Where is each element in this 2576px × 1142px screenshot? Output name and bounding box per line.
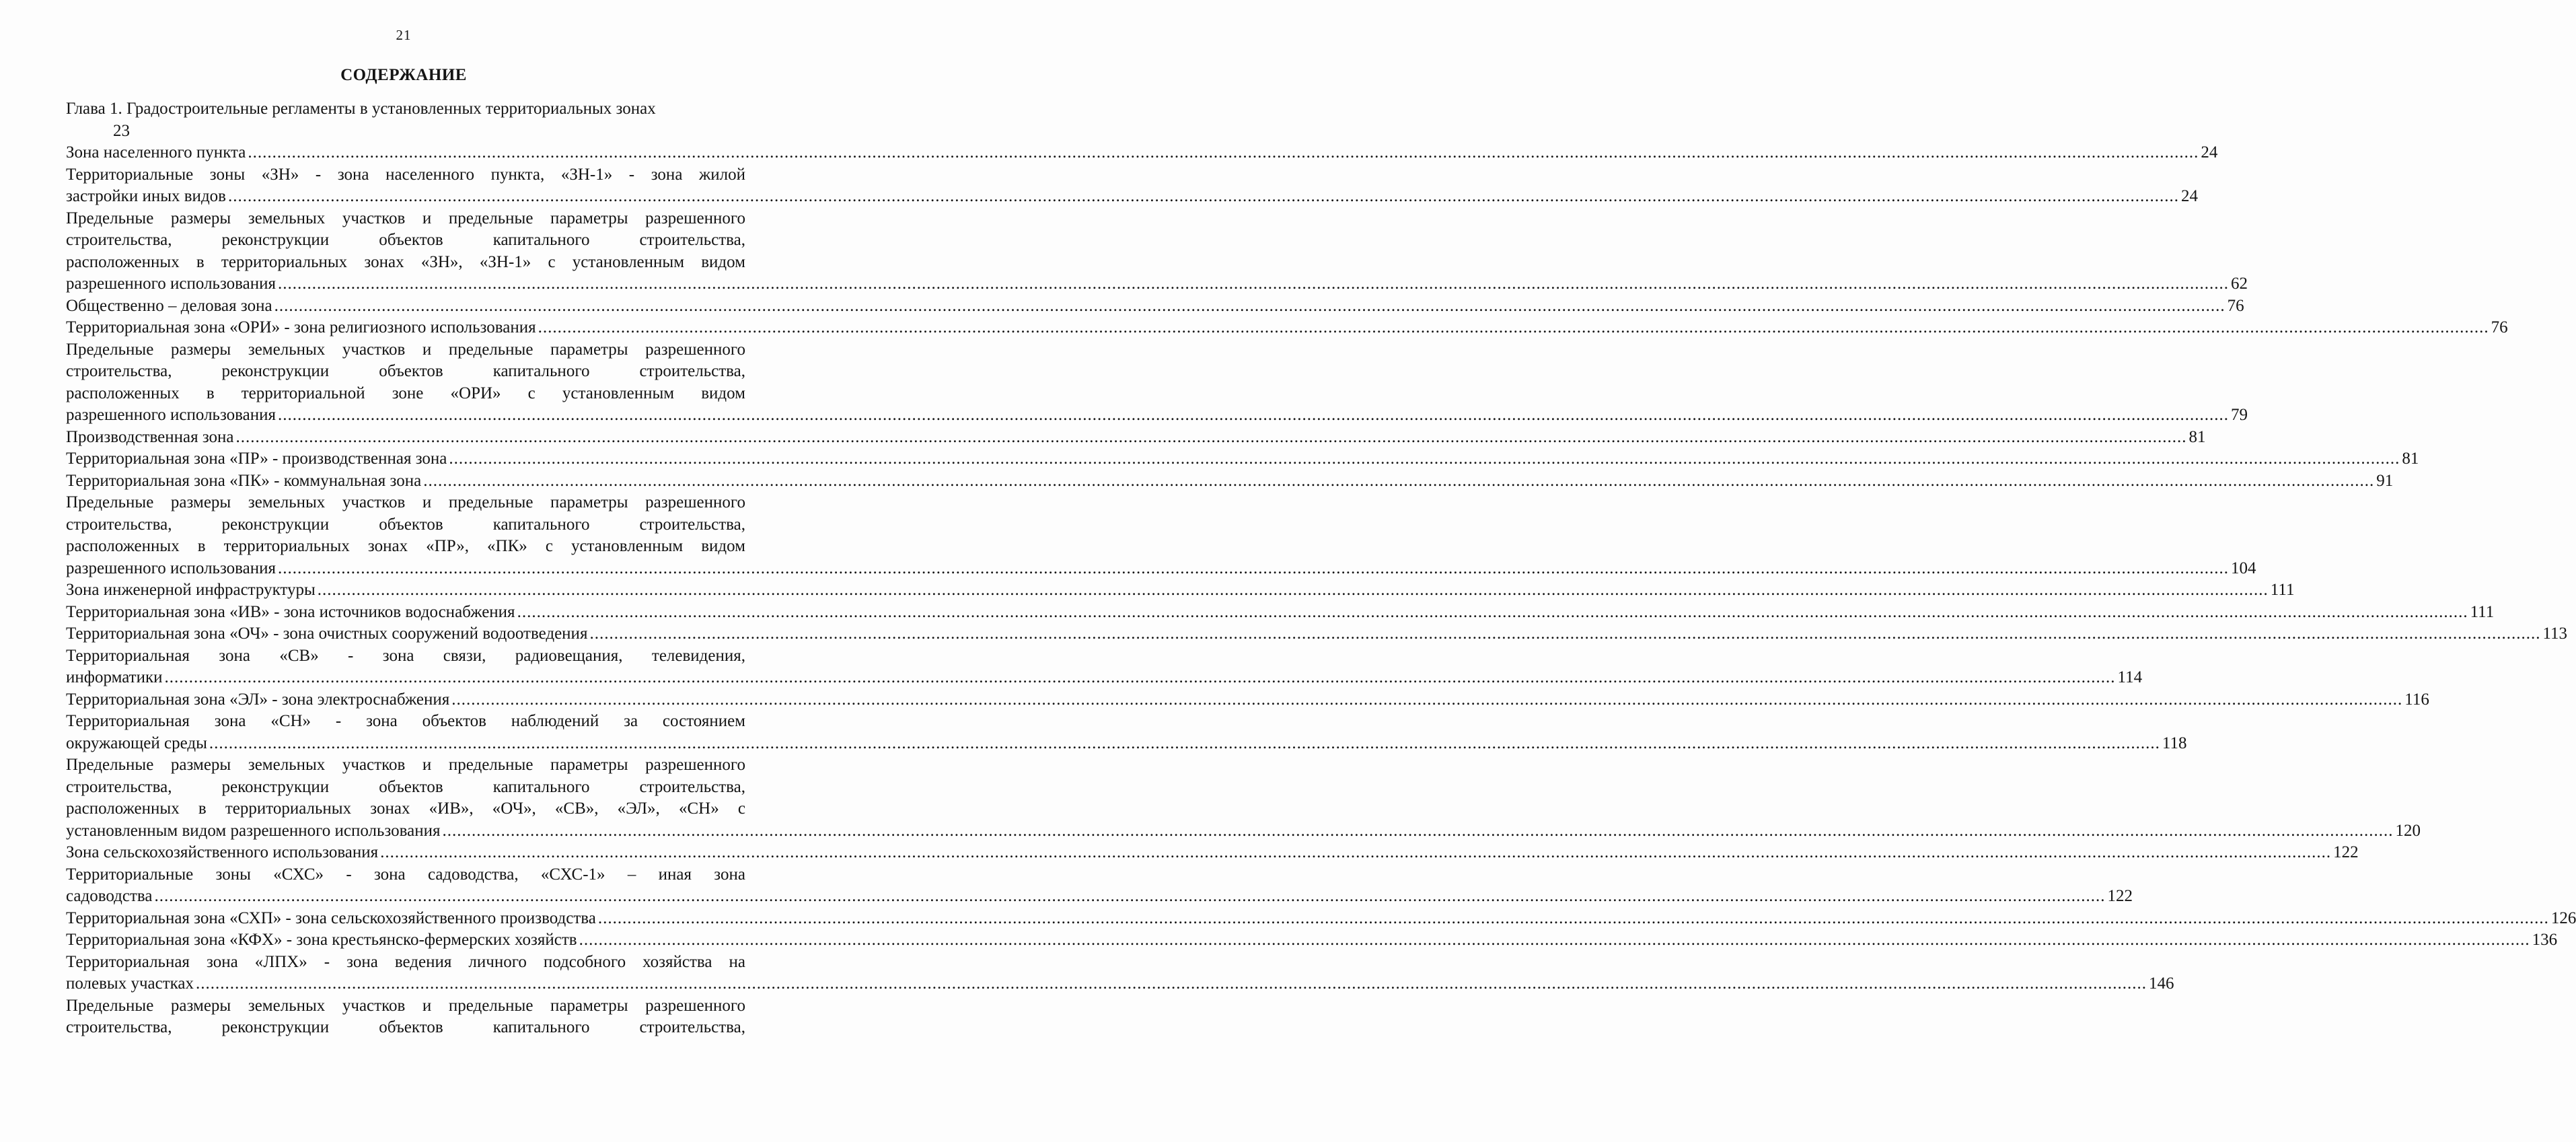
toc-entry-line: строительства, реконструкции объектов капитального строительства, xyxy=(66,515,745,534)
toc-entry-title: Территориальная зона «ИВ» - зона источников водоснабжения xyxy=(66,602,515,621)
toc-entry-line: строительства, реконструкции объектов капитального строительства, xyxy=(66,777,745,796)
toc-entry xyxy=(66,645,2143,689)
toc-entry-page: 76 xyxy=(2491,318,2508,336)
toc-entry-line: строительства, реконструкции объектов капитального строительства, xyxy=(66,362,745,380)
toc-entry-line: Территориальная зона «СН» - зона объектов наблюдений за состоянием xyxy=(66,712,745,730)
toc-entry-page: 81 xyxy=(2188,427,2206,446)
toc-entry-line: Территориальная зона «ЛПХ» - зона ведения личного подсобного хозяйства на xyxy=(66,952,745,971)
toc-entry-page: 122 xyxy=(2333,843,2359,861)
toc-entry-page: 104 xyxy=(2231,559,2256,577)
toc-dot-leader: ................................................................................................................................................................................................................................................................................................................................................................................................................ xyxy=(278,559,2230,577)
toc-entry xyxy=(66,689,2429,711)
toc-entry xyxy=(66,864,2133,908)
document-title: СОДЕРЖАНИЕ xyxy=(340,66,467,84)
toc-entry xyxy=(66,317,2508,339)
toc-entry xyxy=(66,164,2198,208)
toc-entry-last-line xyxy=(66,427,2206,449)
toc-entry xyxy=(66,492,2256,579)
toc-entry-page: 120 xyxy=(2395,821,2421,840)
toc-dot-leader: ................................................................................................................................................................................................................................................................................................................................................................................................................ xyxy=(227,187,2179,205)
toc-dot-leader: ................................................................................................................................................................................................................................................................................................................................................................................................................ xyxy=(442,821,2394,840)
toc-entry-line: Предельные размеры земельных участков и предельные параметры разрешенного xyxy=(66,340,745,359)
toc-dot-leader: ................................................................................................................................................................................................................................................................................................................................................................................................................ xyxy=(538,318,2489,336)
toc-entry-page: 62 xyxy=(2231,275,2248,293)
toc-entry-page: 79 xyxy=(2231,406,2248,424)
toc-dot-leader: ................................................................................................................................................................................................................................................................................................................................................................................................................ xyxy=(423,471,2375,490)
toc-dot-leader: ................................................................................................................................................................................................................................................................................................................................................................................................................ xyxy=(209,734,2160,752)
toc-dot-leader: ................................................................................................................................................................................................................................................................................................................................................................................................................ xyxy=(380,843,2332,861)
toc-dot-leader: ................................................................................................................................................................................................................................................................................................................................................................................................................ xyxy=(278,275,2230,293)
toc-entry-title: Территориальная зона «СХП» - зона сельскохозяйственного производства xyxy=(66,908,596,927)
toc-entry xyxy=(66,623,2568,645)
toc-entry-title: Зона инженерной инфраструктуры xyxy=(66,581,316,599)
toc-entry-page: 136 xyxy=(2532,931,2558,949)
toc-entry-title: окружающей среды xyxy=(66,734,207,752)
toc-entry-page: 24 xyxy=(2180,187,2198,205)
toc-entry xyxy=(66,448,2419,470)
toc-entry-last-line xyxy=(66,886,2133,908)
toc-entry-last-line xyxy=(66,973,2174,995)
toc-dot-leader: ................................................................................................................................................................................................................................................................................................................................................................................................................ xyxy=(164,668,2116,686)
page-number: 21 xyxy=(396,27,412,43)
toc-entry xyxy=(66,602,2495,624)
toc-entry xyxy=(66,295,2244,318)
toc-entry-title: разрешенного использования xyxy=(66,406,277,424)
toc-entry-title: застройки иных видов xyxy=(66,187,226,205)
toc-entry-page: 114 xyxy=(2117,668,2143,686)
toc-entry-truncated xyxy=(66,995,745,1039)
toc-entry-last-line xyxy=(66,558,2256,580)
toc-dot-leader: ................................................................................................................................................................................................................................................................................................................................................................................................................ xyxy=(278,406,2230,424)
toc-dot-leader: ................................................................................................................................................................................................................................................................................................................................................................................................................ xyxy=(154,887,2106,905)
toc-entry-line: Предельные размеры земельных участков и предельные параметры разрешенного xyxy=(66,756,745,774)
toc-entry-line: расположенных в территориальных зонах «ЗН», «ЗН-1» с установленным видом xyxy=(66,252,745,271)
toc-dot-leader: ................................................................................................................................................................................................................................................................................................................................................................................................................ xyxy=(589,624,2541,643)
toc-entry-last-line xyxy=(66,404,2248,427)
toc-entry-page: 111 xyxy=(2270,581,2295,599)
toc-entry xyxy=(66,339,2248,427)
toc-entry xyxy=(66,208,2248,295)
toc-entry-page: 122 xyxy=(2107,887,2133,905)
toc-entry-last-line xyxy=(66,186,2198,208)
toc-entry-last-line xyxy=(66,733,2187,755)
toc-entry xyxy=(66,427,2206,449)
toc-dot-leader: ................................................................................................................................................................................................................................................................................................................................................................................................................ xyxy=(517,602,2468,621)
toc-dot-leader: ................................................................................................................................................................................................................................................................................................................................................................................................................ xyxy=(248,143,2199,162)
toc-entry-page: 81 xyxy=(2402,450,2419,468)
toc-entry-page: 118 xyxy=(2162,734,2187,752)
toc-entry-title: Территориальная зона «ОЧ» - зона очистных сооружений водоотведения xyxy=(66,624,588,643)
toc-dot-leader: ................................................................................................................................................................................................................................................................................................................................................................................................................ xyxy=(579,931,2530,949)
toc-entry-line: Территориальные зоны «ЗН» - зона населенного пункта, «ЗН-1» - зона жилой xyxy=(66,165,745,184)
toc-dot-leader: ................................................................................................................................................................................................................................................................................................................................................................................................................ xyxy=(235,427,2187,446)
toc-entry-line: Территориальные зоны «СХС» - зона садоводства, «СХС-1» – иная зона xyxy=(66,865,745,884)
toc-entry xyxy=(66,908,2576,930)
toc-entry-title: Территориальная зона «ПР» - производственная зона xyxy=(66,450,447,468)
toc-entry-last-line xyxy=(66,820,2421,843)
toc-entry-page: 113 xyxy=(2542,624,2568,643)
toc-entry-title: Территориальная зона «ПК» - коммунальная зона xyxy=(66,471,422,490)
toc-entry-title: разрешенного использования xyxy=(66,559,277,577)
toc-dot-leader: ................................................................................................................................................................................................................................................................................................................................................................................................................ xyxy=(449,450,2400,468)
toc-entry-title: разрешенного использования xyxy=(66,275,277,293)
toc-entry-line: расположенных в территориальных зонах «ИВ», «ОЧ», «СВ», «ЭЛ», «СН» с xyxy=(66,799,745,818)
toc-entry-page: 146 xyxy=(2149,974,2174,993)
toc-entry-page: 126 xyxy=(2550,908,2576,927)
toc-dot-leader: ................................................................................................................................................................................................................................................................................................................................................................................................................ xyxy=(317,581,2269,599)
toc-entry-title: Территориальная зона «ЭЛ» - зона электроснабжения xyxy=(66,690,450,709)
toc-entry-line: расположенных в территориальных зонах «ПР», «ПК» с установленным видом xyxy=(66,537,745,555)
toc-entry-title: информатики xyxy=(66,668,163,686)
toc-entry-page: 24 xyxy=(2201,143,2218,162)
toc-chapter-page: 23 xyxy=(113,121,130,140)
toc-entry-page: 91 xyxy=(2376,471,2394,490)
toc-entry-last-line xyxy=(66,273,2248,295)
toc-entry-last-line xyxy=(66,448,2419,470)
toc-entry-last-line xyxy=(66,470,2394,493)
toc-entry-title: установленным видом разрешенного использования xyxy=(66,821,441,840)
toc-entry xyxy=(66,470,2394,493)
toc-entry-line: строительства, реконструкции объектов капитального строительства, xyxy=(66,1018,745,1036)
toc-entry-last-line xyxy=(66,842,2359,864)
toc-chapter-entry xyxy=(66,98,745,142)
toc-entry xyxy=(66,142,2218,164)
toc-entry-line: Территориальная зона «СВ» - зона связи, радиовещания, телевидения, xyxy=(66,646,745,665)
toc-entry-line: Предельные размеры земельных участков и предельные параметры разрешенного xyxy=(66,493,745,511)
toc-entry xyxy=(66,842,2359,864)
toc-entry-title: Общественно – деловая зона xyxy=(66,296,272,315)
toc-chapter-text: Глава 1. Градостроительные регламенты в установленных территориальных зонах xyxy=(66,100,656,118)
toc-entry-title: полевых участках xyxy=(66,974,194,993)
toc-entry-line: расположенных в территориальной зоне «ОРИ» с установленным видом xyxy=(66,384,745,402)
toc-entry-line: Предельные размеры земельных участков и предельные параметры разрешенного xyxy=(66,996,745,1015)
toc-entry-title: Территориальная зона «КФХ» - зона крестьянско-фермерских хозяйств xyxy=(66,931,577,949)
toc-entry-last-line xyxy=(66,908,2576,930)
toc-entry xyxy=(66,579,2295,602)
toc-entry-title: Производственная зона xyxy=(66,427,234,446)
toc-entry-line: Предельные размеры земельных участков и предельные параметры разрешенного xyxy=(66,209,745,227)
toc-dot-leader: ................................................................................................................................................................................................................................................................................................................................................................................................................ xyxy=(196,974,2147,993)
toc-entry-last-line xyxy=(66,667,2143,689)
toc-entry-last-line xyxy=(66,295,2244,318)
toc-entry-last-line xyxy=(66,579,2295,602)
toc-dot-leader: ................................................................................................................................................................................................................................................................................................................................................................................................................ xyxy=(274,296,2225,315)
toc-dot-leader: ................................................................................................................................................................................................................................................................................................................................................................................................................ xyxy=(597,908,2549,927)
toc-entry xyxy=(66,929,2558,952)
toc-entry-last-line xyxy=(66,689,2429,711)
toc-entry xyxy=(66,711,2187,754)
toc-entry-line: строительства, реконструкции объектов капитального строительства, xyxy=(66,231,745,249)
toc-entry-last-line xyxy=(66,142,2218,164)
toc-entry-last-line xyxy=(66,602,2495,624)
toc-entry-last-line xyxy=(66,317,2508,339)
toc-entry xyxy=(66,952,2174,995)
toc-entry-page: 76 xyxy=(2227,296,2244,315)
toc-entry xyxy=(66,754,2421,842)
toc-entry-title: Зона населенного пункта xyxy=(66,143,246,162)
toc-entry-title: садоводства xyxy=(66,887,153,905)
table-of-contents xyxy=(66,98,2576,1039)
toc-entry-last-line xyxy=(66,929,2558,952)
toc-entry-page: 116 xyxy=(2404,690,2429,709)
toc-entry-page: 111 xyxy=(2470,602,2495,621)
toc-entry-title: Территориальная зона «ОРИ» - зона религиозного использования xyxy=(66,318,536,336)
toc-entry-title: Зона сельскохозяйственного использования xyxy=(66,843,379,861)
toc-dot-leader: ................................................................................................................................................................................................................................................................................................................................................................................................................ xyxy=(451,690,2403,709)
toc-entry-last-line xyxy=(66,623,2568,645)
